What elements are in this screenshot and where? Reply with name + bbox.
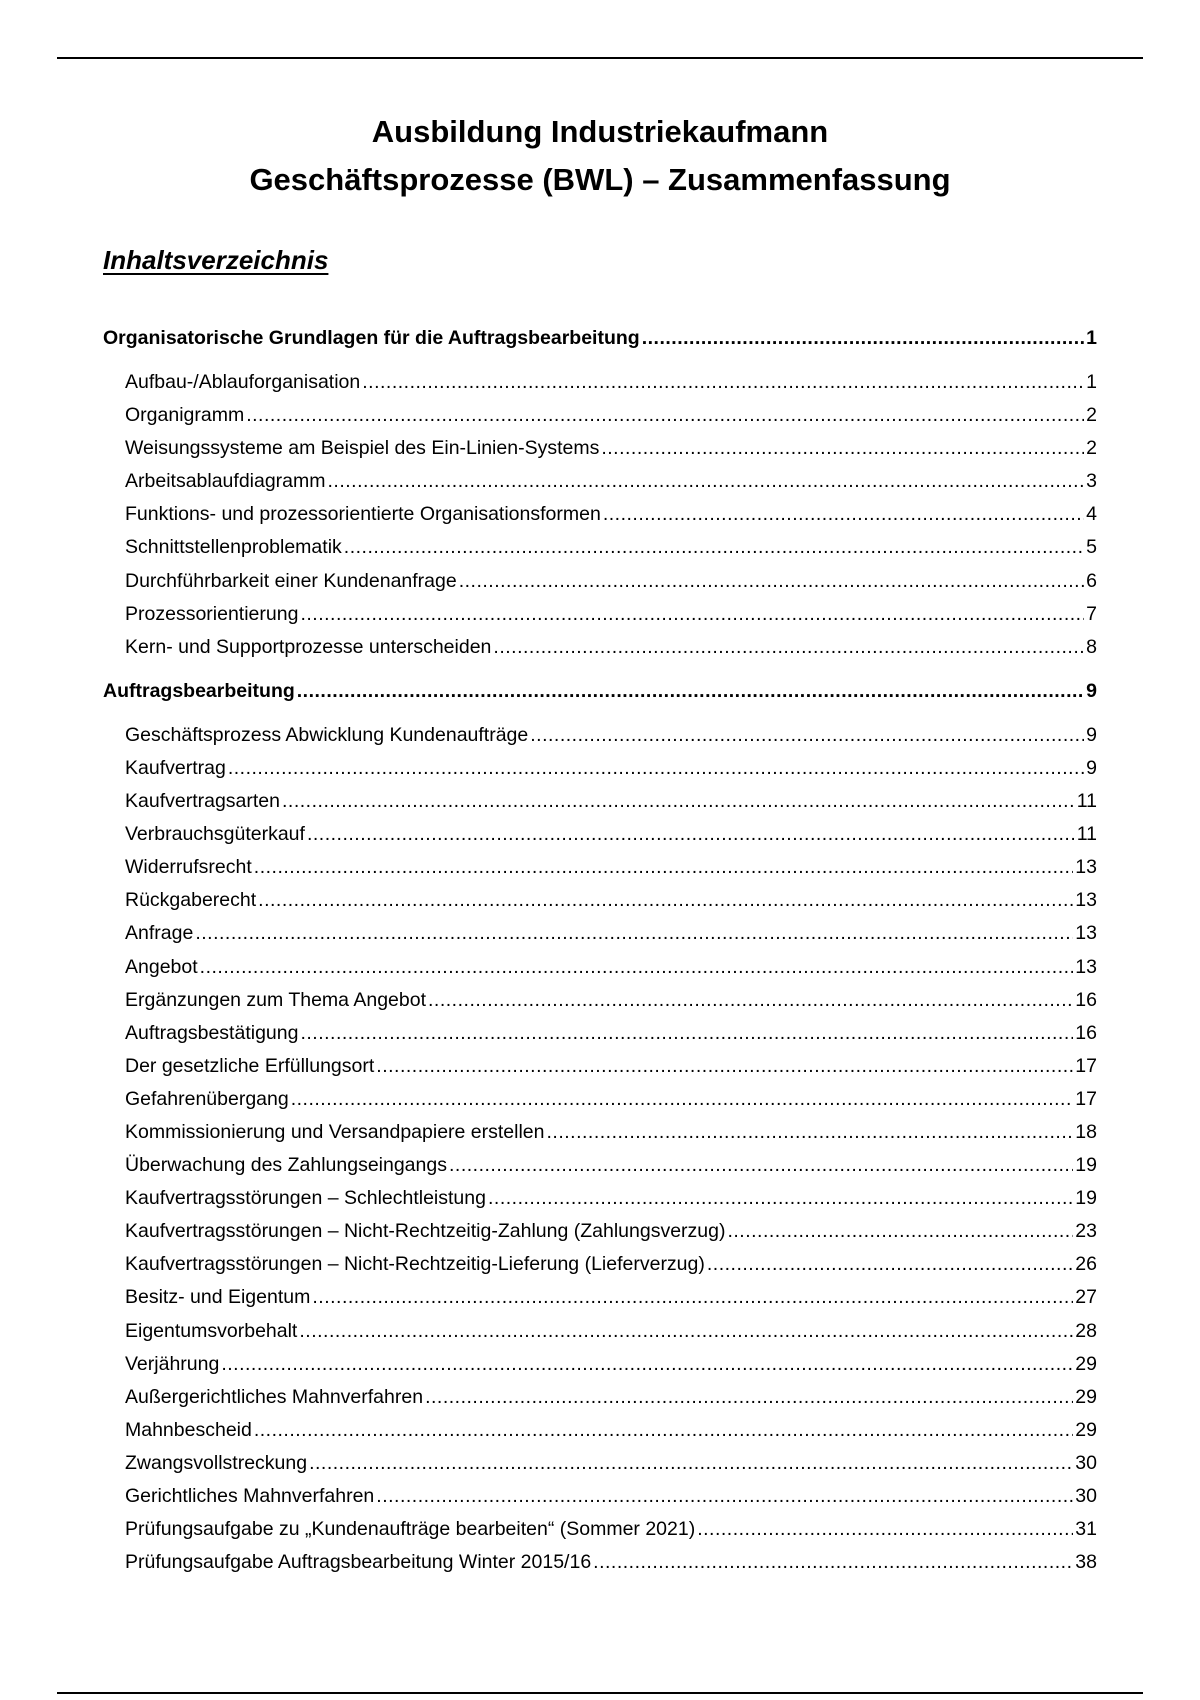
toc-entry[interactable] <box>125 884 1097 917</box>
toc-entry[interactable] <box>125 719 1097 752</box>
toc-entry-label: Zwangsvollstreckung <box>125 1451 308 1474</box>
toc-leader-dots <box>282 785 1075 818</box>
toc-entry-page: 23 <box>1075 1220 1097 1243</box>
toc-entry-label: Kommissionierung und Versandpapiere erstellen <box>125 1120 545 1143</box>
toc-entry-label: Organigramm <box>125 404 245 427</box>
toc-entry-page: 18 <box>1075 1120 1097 1143</box>
toc-leader-dots <box>376 1480 1073 1513</box>
toc-entry-label: Arbeitsablaufdiagramm <box>125 470 326 493</box>
toc-entry-page: 26 <box>1075 1253 1097 1276</box>
toc-entry-label: Ergänzungen zum Thema Angebot <box>125 988 427 1011</box>
toc-entry-label: Gefahrenübergang <box>125 1087 289 1110</box>
toc-entry-label: Kern- und Supportprozesse unterscheiden <box>125 635 492 658</box>
bottom-rule <box>57 1692 1143 1694</box>
toc-entry-page: 7 <box>1086 602 1097 625</box>
toc-entry[interactable] <box>125 984 1097 1017</box>
toc-leader-dots <box>425 1381 1073 1414</box>
toc-leader-dots <box>697 1513 1073 1546</box>
toc-entry[interactable] <box>125 1381 1097 1414</box>
toc-entry-page: 29 <box>1075 1385 1097 1408</box>
toc-entry-page: 16 <box>1075 988 1097 1011</box>
toc-entry-label: Besitz- und Eigentum <box>125 1286 311 1309</box>
toc-section-label: Organisatorische Grundlagen für die Auftragsbearbeitung <box>103 327 640 349</box>
toc-entry-label: Überwachung des Zahlungseingangs <box>125 1154 447 1177</box>
toc-entry-label: Weisungssysteme am Beispiel des Ein-Linien-Systems <box>125 437 600 460</box>
toc-entry[interactable] <box>125 1447 1097 1480</box>
toc-leader-dots <box>195 917 1073 950</box>
toc-leader-dots <box>299 1315 1073 1348</box>
toc-entry-page: 11 <box>1076 823 1097 846</box>
toc-entry-page: 19 <box>1075 1154 1097 1177</box>
top-rule <box>57 57 1143 59</box>
toc-entry-page: 13 <box>1075 856 1097 879</box>
toc-entry-label: Kaufvertragsstörungen – Schlechtleistung <box>125 1187 486 1210</box>
toc-leader-dots <box>300 598 1084 631</box>
toc-leader-dots <box>291 1083 1074 1116</box>
toc-section-entry[interactable] <box>103 675 1097 719</box>
toc-entry[interactable] <box>125 785 1097 818</box>
toc-entry[interactable] <box>125 565 1097 598</box>
toc-entry-page: 1 <box>1086 371 1097 393</box>
toc-entry-label: Auftragsbestätigung <box>125 1021 299 1044</box>
toc-entry-label: Eigentumsvorbehalt <box>125 1319 298 1342</box>
toc-leader-dots <box>727 1215 1073 1248</box>
toc-leader-dots <box>362 366 1084 399</box>
table-of-contents <box>103 322 1097 1590</box>
toc-entry-page: 29 <box>1075 1418 1097 1441</box>
toc-leader-dots <box>449 1149 1073 1182</box>
toc-entry-page: 13 <box>1075 889 1097 912</box>
toc-entry[interactable] <box>125 1546 1097 1579</box>
toc-entry-page: 28 <box>1075 1319 1097 1342</box>
toc-entry-label: Verjährung <box>125 1352 220 1375</box>
toc-entry-label: Kaufvertragsstörungen – Nicht-Rechtzeitig-Zahlung (Zahlungsverzug) <box>125 1220 726 1243</box>
toc-entry[interactable] <box>125 432 1097 465</box>
toc-leader-dots <box>312 1281 1073 1314</box>
toc-leader-dots <box>254 1414 1073 1447</box>
toc-entry-page: 5 <box>1086 536 1097 559</box>
toc-entry-label: Geschäftsprozess Abwicklung Kundenaufträge <box>125 723 529 746</box>
toc-leader-dots <box>459 565 1084 598</box>
toc-entry[interactable] <box>125 917 1097 950</box>
toc-entry-label: Verbrauchsgüterkauf <box>125 823 305 846</box>
toc-entry-label: Gerichtliches Mahnverfahren <box>125 1485 375 1507</box>
toc-entry[interactable] <box>125 851 1097 884</box>
toc-entry-page: 2 <box>1086 437 1097 460</box>
toc-leader-dots <box>642 322 1084 354</box>
toc-leader-dots <box>221 1348 1073 1381</box>
toc-leader-dots <box>493 631 1084 664</box>
toc-entry-page: 29 <box>1075 1352 1097 1375</box>
toc-leader-dots <box>300 1017 1073 1050</box>
toc-entry[interactable] <box>125 1050 1097 1083</box>
toc-entry-label: Anfrage <box>125 922 194 945</box>
toc-leader-dots <box>200 951 1074 984</box>
toc-entry[interactable] <box>125 1215 1097 1248</box>
toc-leader-dots <box>228 752 1084 785</box>
toc-entry-page: 11 <box>1076 790 1097 813</box>
toc-leader-dots <box>328 465 1085 498</box>
toc-entry[interactable] <box>125 498 1097 531</box>
toc-entry-page: 16 <box>1075 1021 1097 1044</box>
toc-entry[interactable] <box>125 1248 1097 1281</box>
toc-entry-page: 38 <box>1075 1551 1097 1574</box>
toc-entry[interactable] <box>125 399 1097 432</box>
toc-entry-page: 2 <box>1086 404 1097 427</box>
toc-entry[interactable] <box>125 531 1097 564</box>
toc-entry-page: 30 <box>1075 1485 1097 1507</box>
toc-entry-label: Kaufvertragsarten <box>125 790 281 813</box>
toc-entry-label: Kaufvertragsstörungen – Nicht-Rechtzeitig-Lieferung (Lieferverzug) <box>125 1253 705 1276</box>
toc-entry-label: Aufbau-/Ablauforganisation <box>125 371 361 393</box>
toc-entry[interactable] <box>125 1083 1097 1116</box>
toc-entry[interactable] <box>125 1414 1097 1447</box>
toc-leader-dots <box>254 851 1074 884</box>
toc-entry[interactable] <box>125 465 1097 498</box>
toc-entry-page: 19 <box>1075 1187 1097 1210</box>
toc-entry-page: 13 <box>1075 922 1097 945</box>
toc-entry-label: Widerrufsrecht <box>125 856 252 879</box>
toc-section-label: Auftragsbearbeitung <box>103 679 295 702</box>
toc-leader-dots <box>297 675 1084 707</box>
toc-entry[interactable] <box>125 1480 1097 1513</box>
toc-entry-label: Außergerichtliches Mahnverfahren <box>125 1385 424 1408</box>
toc-leader-dots <box>246 399 1084 432</box>
toc-entry-label: Kaufvertrag <box>125 756 226 779</box>
toc-entry-label: Rückgaberecht <box>125 889 257 912</box>
toc-entry-page: 9 <box>1086 756 1097 779</box>
toc-entry[interactable] <box>125 366 1097 399</box>
toc-entry-page: 9 <box>1086 723 1097 746</box>
toc-entry-page: 3 <box>1086 470 1097 493</box>
toc-entry[interactable] <box>125 1348 1097 1381</box>
toc-leader-dots <box>258 884 1073 917</box>
toc-entry-page: 8 <box>1086 635 1097 658</box>
toc-entry[interactable] <box>125 752 1097 785</box>
toc-entry-label: Der gesetzliche Erfüllungsort <box>125 1054 375 1077</box>
toc-entry-page: 31 <box>1075 1518 1097 1541</box>
toc-leader-dots <box>593 1546 1073 1579</box>
toc-entry-label: Funktions- und prozessorientierte Organisationsformen <box>125 503 601 526</box>
title-line-1: Ausbildung Industriekaufmann <box>371 114 829 149</box>
toc-entry[interactable] <box>125 598 1097 631</box>
toc-entry[interactable] <box>125 951 1097 984</box>
toc-section <box>103 675 1097 1579</box>
toc-subitems <box>103 366 1097 664</box>
toc-entry-label: Prüfungsaufgabe zu „Kundenaufträge bearbeiten“ (Sommer 2021) <box>125 1518 696 1541</box>
toc-leader-dots <box>530 719 1084 752</box>
toc-leader-dots <box>428 984 1073 1017</box>
toc-leader-dots <box>344 531 1084 564</box>
toc-leader-dots <box>707 1248 1073 1281</box>
toc-leader-dots <box>603 498 1084 531</box>
toc-entry-label: Mahnbescheid <box>125 1418 252 1441</box>
toc-entry[interactable] <box>125 1116 1097 1149</box>
toc-entry-label: Prozessorientierung <box>125 602 299 625</box>
toc-entry[interactable] <box>125 1182 1097 1215</box>
toc-heading: Inhaltsverzeichnis <box>103 245 329 275</box>
toc-entry-label: Angebot <box>125 955 198 978</box>
toc-entry[interactable] <box>125 631 1097 664</box>
toc-entry[interactable] <box>125 1281 1097 1314</box>
toc-section <box>103 322 1097 664</box>
toc-entry-page: 17 <box>1075 1054 1097 1077</box>
toc-leader-dots <box>309 1447 1073 1480</box>
toc-entry-label: Prüfungsaufgabe Auftragsbearbeitung Winter 2015/16 <box>125 1551 592 1574</box>
toc-leader-dots <box>547 1116 1074 1149</box>
toc-leader-dots <box>601 432 1084 465</box>
toc-entry[interactable] <box>125 1513 1097 1546</box>
document-title <box>0 108 1200 204</box>
toc-entry[interactable] <box>125 1149 1097 1182</box>
toc-section-page: 9 <box>1086 679 1097 702</box>
toc-leader-dots <box>488 1182 1073 1215</box>
toc-entry-label: Durchführbarkeit einer Kundenanfrage <box>125 569 457 592</box>
toc-section-entry[interactable] <box>103 322 1097 366</box>
toc-section-page: 1 <box>1086 327 1097 349</box>
title-line-2: Geschäftsprozesse (BWL) – Zusammenfassung <box>249 162 951 197</box>
toc-entry[interactable] <box>125 1017 1097 1050</box>
toc-entry-label: Schnittstellenproblematik <box>125 536 342 559</box>
toc-entry-page: 4 <box>1086 503 1097 526</box>
toc-entry[interactable] <box>125 818 1097 851</box>
toc-leader-dots <box>376 1050 1073 1083</box>
toc-subitems <box>103 719 1097 1579</box>
toc-entry-page: 30 <box>1075 1451 1097 1474</box>
toc-entry-page: 13 <box>1075 955 1097 978</box>
toc-entry-page: 17 <box>1075 1087 1097 1110</box>
toc-entry-page: 27 <box>1075 1286 1097 1309</box>
toc-entry[interactable] <box>125 1315 1097 1348</box>
toc-leader-dots <box>307 818 1075 851</box>
toc-entry-page: 6 <box>1086 569 1097 592</box>
